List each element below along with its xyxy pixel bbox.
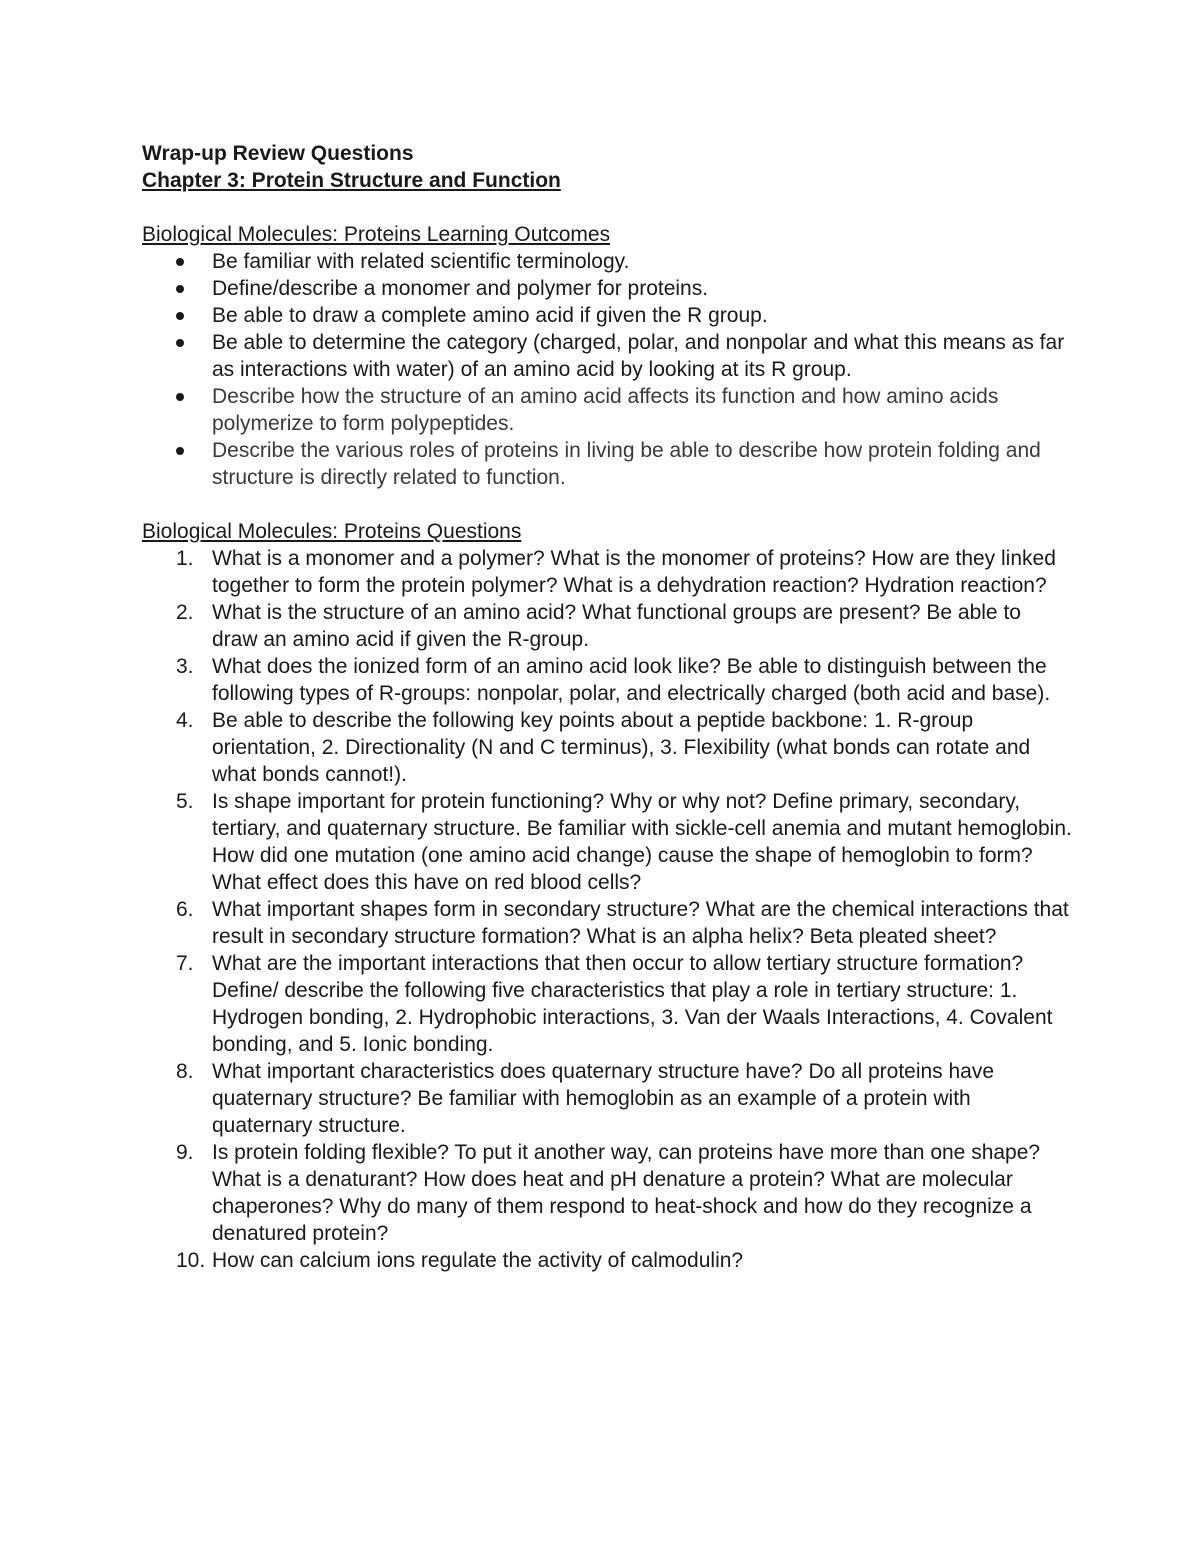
question-text: Be able to describe the following key points about a peptide backbone: 1. R-group orientation, 2. Directionality (N and C terminus), 3. Flexibility (what bonds can rotate and what bonds cannot!). bbox=[212, 709, 1031, 786]
question-text: What does the ionized form of an amino acid look like? Be able to distinguish between the following types of R-groups: nonpolar, polar, and electrically charged (both acid and base). bbox=[212, 655, 1051, 705]
question-item bbox=[142, 707, 1072, 788]
outcomes-heading: Biological Molecules: Proteins Learning Outcomes bbox=[142, 223, 611, 246]
question-item bbox=[142, 1247, 1072, 1274]
outcome-item: Be able to draw a complete amino acid if given the R group. bbox=[142, 302, 1072, 329]
document-page bbox=[142, 140, 1072, 1274]
question-text: Is shape important for protein functioning? Why or why not? Define primary, secondary, tertiary, and quaternary structure. Be familiar with sickle-cell anemia and mutant hemoglobin. How did one mutation (one amino acid change) cause the shape of hemoglobin to form? What effect does this have on red blood cells? bbox=[212, 790, 1072, 894]
spacer bbox=[142, 194, 1072, 221]
outcome-item: Be familiar with related scientific terminology. bbox=[142, 248, 1072, 275]
question-item bbox=[142, 896, 1072, 950]
question-number: 3. bbox=[176, 655, 194, 678]
spacer bbox=[142, 491, 1072, 518]
outcome-item: Describe how the structure of an amino acid affects its function and how amino acids polymerize to form polypeptides. bbox=[142, 383, 1072, 437]
question-text: What is a monomer and a polymer? What is the monomer of proteins? How are they linked together to form the protein polymer? What is a dehydration reaction? Hydration reaction? bbox=[212, 547, 1056, 597]
question-number: 6. bbox=[176, 898, 194, 921]
question-text: What important shapes form in secondary structure? What are the chemical interactions that result in secondary structure formation? What is an alpha helix? Beta pleated sheet? bbox=[212, 898, 1069, 948]
document-subtitle: Chapter 3: Protein Structure and Function bbox=[142, 169, 561, 192]
question-item bbox=[142, 599, 1072, 653]
question-item bbox=[142, 1058, 1072, 1139]
question-number: 2. bbox=[176, 601, 194, 624]
outcomes-list bbox=[142, 248, 1072, 491]
question-number: 8. bbox=[176, 1060, 194, 1083]
question-number: 1. bbox=[176, 547, 194, 570]
question-number: 5. bbox=[176, 790, 194, 813]
questions-heading: Biological Molecules: Proteins Questions bbox=[142, 520, 522, 543]
question-item bbox=[142, 1139, 1072, 1247]
question-text: Is protein folding flexible? To put it another way, can proteins have more than one shape? What is a denaturant? How does heat and pH denature a protein? What are molecular chaperones? Why do many of them respond to heat-shock and how do they recognize a denatured protein? bbox=[212, 1141, 1041, 1245]
outcome-item: Define/describe a monomer and polymer for proteins. bbox=[142, 275, 1072, 302]
outcome-item: Describe the various roles of proteins in living be able to describe how protein folding and structure is directly related to function. bbox=[142, 437, 1072, 491]
question-number: 9. bbox=[176, 1141, 194, 1164]
question-number: 4. bbox=[176, 709, 194, 732]
document-title: Wrap-up Review Questions bbox=[142, 142, 414, 165]
question-number: 7. bbox=[176, 952, 194, 975]
question-number: 10. bbox=[176, 1249, 206, 1272]
question-item bbox=[142, 653, 1072, 707]
question-item bbox=[142, 788, 1072, 896]
question-text: What are the important interactions that then occur to allow tertiary structure formation? Define/ describe the following five characteristics that play a role in tertiary structure: 1. Hydrogen bonding, 2. Hydrophobic interactions, 3. Van der Waals Interactions, 4. Covalent bonding, and 5. Ionic bonding. bbox=[212, 952, 1053, 1056]
question-text: What is the structure of an amino acid? What functional groups are present? Be able to draw an amino acid if given the R-group. bbox=[212, 601, 1021, 651]
question-text: What important characteristics does quaternary structure have? Do all proteins have quaternary structure? Be familiar with hemoglobin as an example of a protein with quaternary structure. bbox=[212, 1060, 995, 1137]
question-item bbox=[142, 950, 1072, 1058]
questions-list bbox=[142, 545, 1072, 1274]
outcome-item: Be able to determine the category (charged, polar, and nonpolar and what this means as far as interactions with water) of an amino acid by looking at its R group. bbox=[142, 329, 1072, 383]
question-item bbox=[142, 545, 1072, 599]
question-text: How can calcium ions regulate the activity of calmodulin? bbox=[212, 1249, 744, 1272]
